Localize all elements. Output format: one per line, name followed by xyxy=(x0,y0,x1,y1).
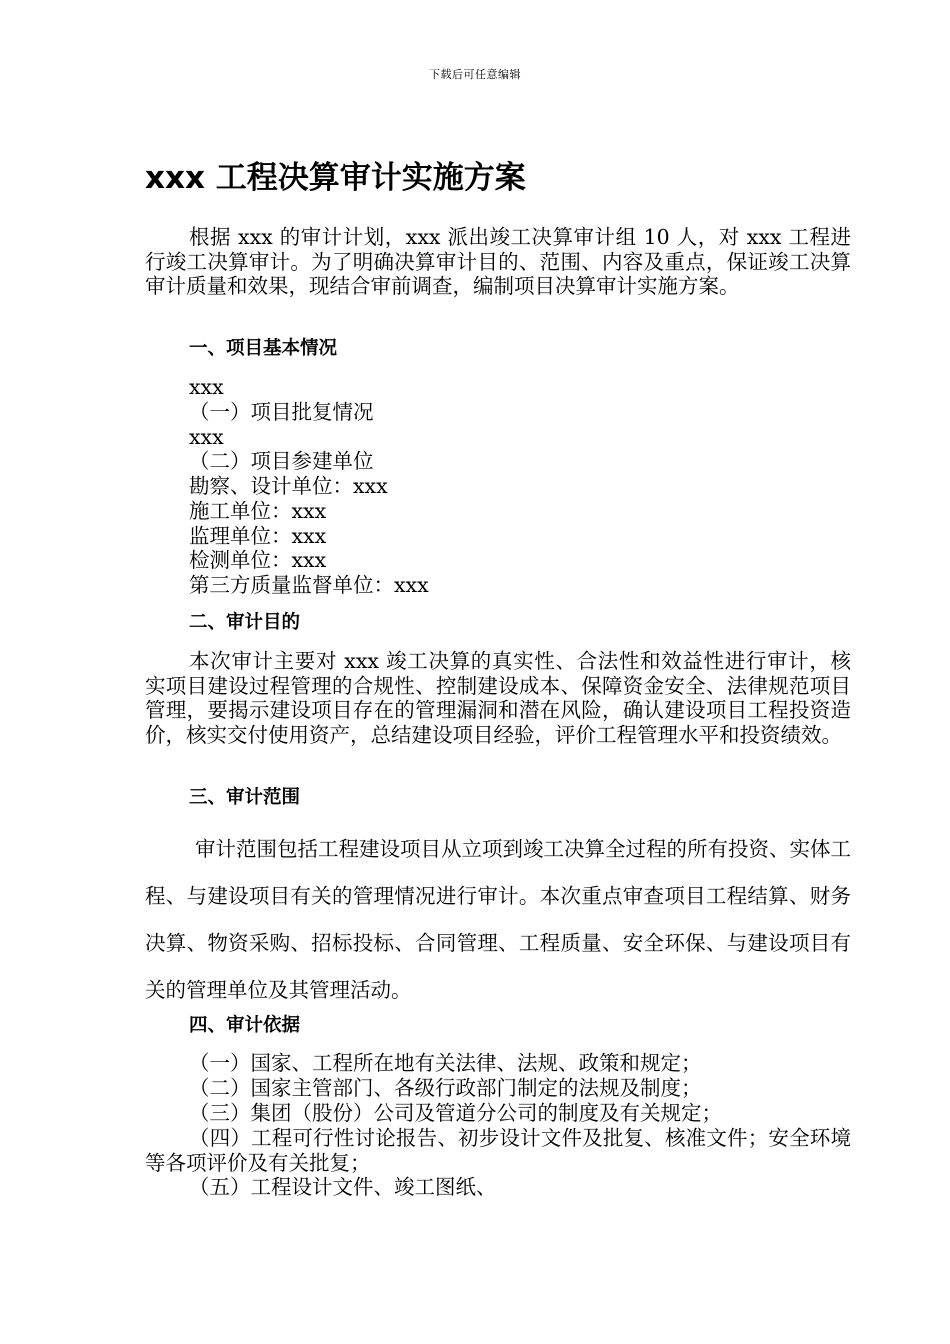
participants-subheading: （二）项目参建单位 xyxy=(189,449,374,473)
basis-item: （四）工程可行性讨论报告、初步设计文件及批复、核准文件；安全环境等各项评价及有关批复； xyxy=(145,1126,851,1175)
audit-purpose-paragraph: 本次审计主要对 xxx 竣工决算的真实性、合法性和效益性进行审计，核实项目建设过程管理的合规性、控制建设成本、保障资金安全、法律规范项目管理，要揭示建设项目存在的管理漏洞和潜在风险，确认建设项目工程投资造价，核实交付使用资产，总结建设项目经验，评价工程管理水平和投资绩效。 xyxy=(145,649,851,747)
intro-paragraph: 根据 xxx 的审计计划，xxx 派出竣工决算审计组 10 人，对 xxx 工程进行竣工决算审计。为了明确决算审计目的、范围、内容及重点，保证竣工决算审计质量和效果，现结合审前调查，编制项目决算审计实施方案。 xyxy=(145,225,851,299)
basis-item: （五）工程设计文件、竣工图纸、 xyxy=(189,1175,497,1199)
section4-heading: 四、审计依据 xyxy=(189,1015,301,1036)
section1-heading: 一、项目基本情况 xyxy=(189,338,338,359)
audit-scope-paragraph xyxy=(145,826,851,1014)
construction-unit: 施工单位：xxx xyxy=(189,499,327,523)
approval-text: xxx xyxy=(189,425,224,449)
header-note: 下载后可任意编辑 xyxy=(429,68,521,81)
section2-heading: 二、审计目的 xyxy=(189,612,301,633)
audit-scope-text: 审计范围包括工程建设项目从立项到竣工决算全过程的所有投资、实体工程、与建设项目有关的管理情况进行审计。本次重点审查项目工程结算、财务决算、物资采购、招标投标、合同管理、工程质量、安全环保、与建设项目有关的管理单位及其管理活动。 xyxy=(145,837,851,1002)
basis-item: （三）集团（股份）公司及管道分公司的制度及有关规定； xyxy=(189,1101,722,1125)
basis-item: （二）国家主管部门、各级行政部门制定的法规及制度； xyxy=(189,1076,702,1100)
approval-subheading: （一）项目批复情况 xyxy=(189,400,374,424)
supervision-unit: 监理单位：xxx xyxy=(189,524,327,548)
project-overview-text: xxx xyxy=(189,375,224,399)
inspection-unit: 检测单位：xxx xyxy=(189,548,327,572)
basis-item: （一）国家、工程所在地有关法律、法规、政策和规定； xyxy=(189,1051,702,1075)
third-party-quality-unit: 第三方质量监督单位：xxx xyxy=(189,573,429,597)
document-title: xxx 工程决算审计实施方案 xyxy=(145,160,526,196)
survey-design-unit: 勘察、设计单位：xxx xyxy=(189,474,388,498)
section3-heading: 三、审计范围 xyxy=(189,787,301,808)
